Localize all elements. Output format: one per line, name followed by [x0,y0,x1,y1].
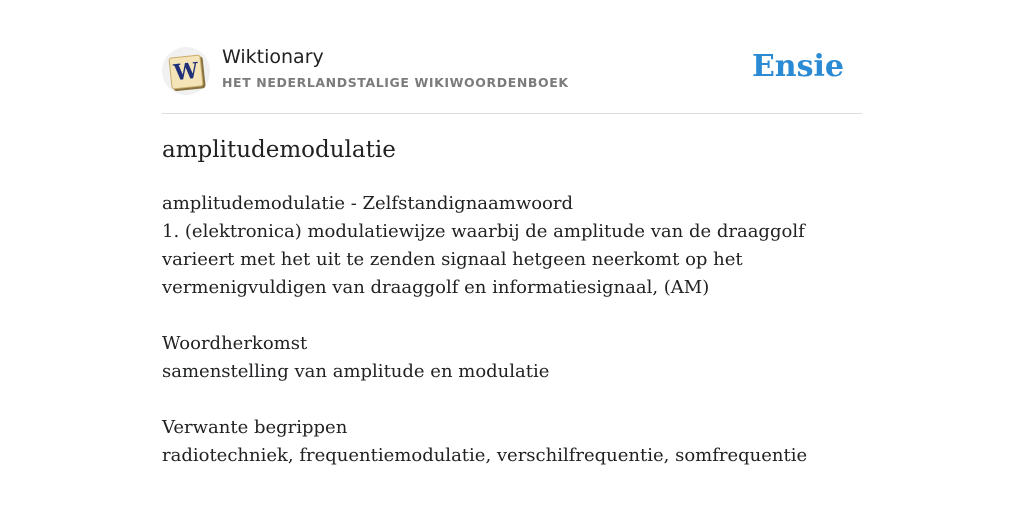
part-of-speech-line: amplitudemodulatie - Zelfstandignaamwoord [162,193,574,214]
wiktionary-logo[interactable] [162,47,210,95]
header-divider [162,113,862,114]
wiktionary-logo-icon: W [168,54,203,89]
ensie-brand-logo[interactable]: Ensie [751,49,844,84]
entry-content [162,190,862,470]
definition-text: 1. (elektronica) modulatiewijze waarbij de amplitude van de draaggolf varieert met het uit te zenden signaal hetgeen neerkomt op het vermenigvuldigen van draaggolf en informatiesignaal, (AM) [162,221,805,298]
related-terms-heading: Verwante begrippen [162,417,348,438]
site-header [162,45,862,113]
spacer [162,386,862,414]
site-subtitle: HET NEDERLANDSTALIGE WIKIWOORDENBOEK [222,75,569,90]
etymology-text: samenstelling van amplitude en modulatie [162,361,550,382]
related-terms-text: radiotechniek, frequentiemodulatie, verschilfrequentie, somfrequentie [162,445,808,466]
etymology-heading: Woordherkomst [162,333,308,354]
spacer [162,302,862,330]
page-title: amplitudemodulatie [162,137,396,163]
site-title[interactable]: Wiktionary [222,46,324,68]
